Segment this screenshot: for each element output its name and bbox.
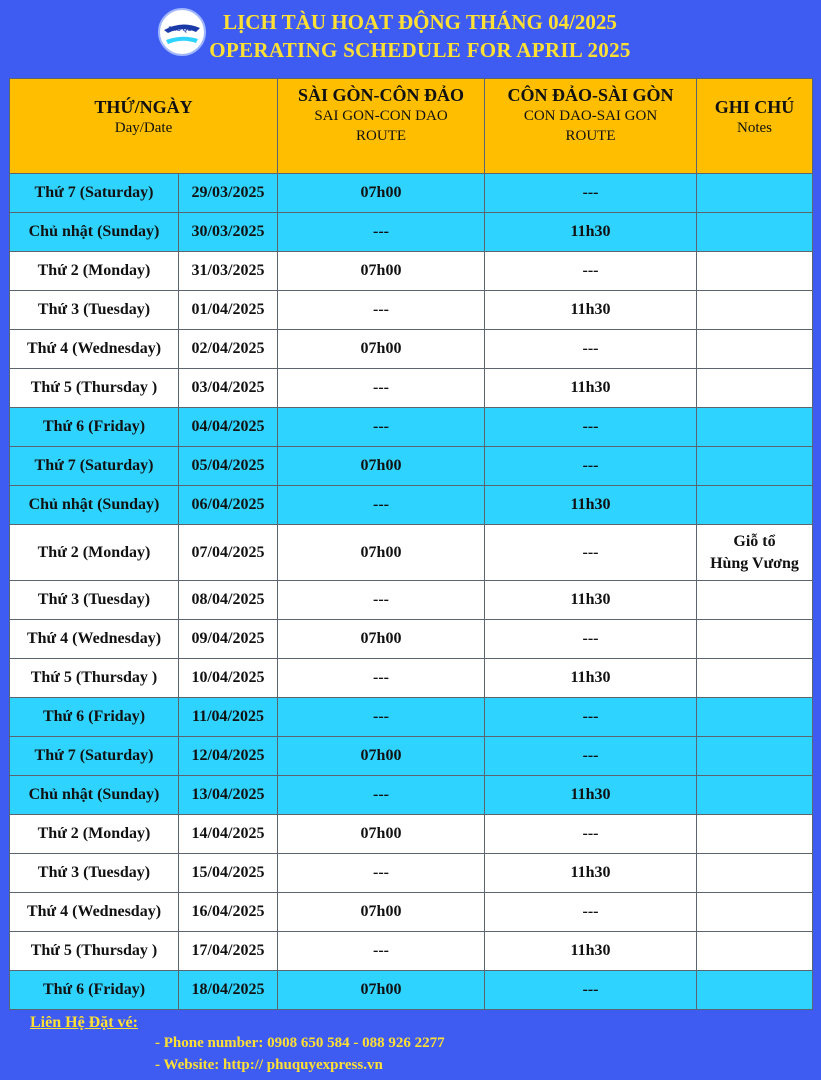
table-row: [10, 659, 813, 698]
header-cdsg-route: [485, 79, 697, 174]
table-row: [10, 698, 813, 737]
day-cell: Thứ 5 (Thursday ): [10, 932, 179, 971]
notes-cell: [697, 369, 813, 408]
sgcd-time-cell: 07h00: [278, 737, 485, 776]
page-header: [0, 0, 821, 78]
cdsg-time-cell: ---: [485, 737, 697, 776]
date-cell: 07/04/2025: [179, 525, 278, 581]
date-cell: 02/04/2025: [179, 330, 278, 369]
header-notes: [697, 79, 813, 174]
cdsg-time-cell: 11h30: [485, 932, 697, 971]
sgcd-time-cell: ---: [278, 776, 485, 815]
sgcd-time-cell: ---: [278, 581, 485, 620]
cdsg-time-cell: 11h30: [485, 776, 697, 815]
day-cell: Chủ nhật (Sunday): [10, 486, 179, 525]
notes-cell: [697, 408, 813, 447]
sgcd-time-cell: 07h00: [278, 525, 485, 581]
cdsg-time-cell: ---: [485, 815, 697, 854]
day-cell: Thứ 2 (Monday): [10, 252, 179, 291]
contact-phone: - Phone number: 0908 650 584 - 088 926 2277: [155, 1035, 445, 1051]
header-sgcd-label: SÀI GÒN-CÔN ĐẢO: [297, 85, 464, 105]
cdsg-time-cell: ---: [485, 525, 697, 581]
date-cell: 17/04/2025: [179, 932, 278, 971]
notes-cell: [697, 252, 813, 291]
date-cell: 16/04/2025: [179, 893, 278, 932]
header-day-sub: Day/Date: [114, 120, 173, 136]
table-row: [10, 330, 813, 369]
notes-cell: [697, 932, 813, 971]
header-cdsg-label: CÔN ĐẢO-SÀI GÒN: [507, 85, 674, 105]
notes-cell: [697, 737, 813, 776]
sgcd-time-cell: 07h00: [278, 815, 485, 854]
logo-text: PHU QUY: [168, 27, 196, 33]
cdsg-time-cell: ---: [485, 698, 697, 737]
sgcd-time-cell: ---: [278, 698, 485, 737]
notes-cell: [697, 330, 813, 369]
table-row: [10, 815, 813, 854]
table-row: [10, 854, 813, 893]
table-row: [10, 893, 813, 932]
notes-cell: [697, 581, 813, 620]
header-notes-sub: Notes: [737, 120, 772, 136]
header-day-label: THỨ/NGÀY: [94, 97, 193, 117]
day-cell: Chủ nhật (Sunday): [10, 213, 179, 252]
contact-section: [0, 1010, 821, 1080]
notes-cell: [697, 291, 813, 330]
table-row: [10, 447, 813, 486]
day-cell: Thứ 6 (Friday): [10, 698, 179, 737]
sgcd-time-cell: ---: [278, 408, 485, 447]
date-cell: 03/04/2025: [179, 369, 278, 408]
notes-cell: [697, 447, 813, 486]
sgcd-time-cell: 07h00: [278, 971, 485, 1010]
day-cell: Thứ 2 (Monday): [10, 815, 179, 854]
sgcd-time-cell: ---: [278, 932, 485, 971]
sgcd-time-cell: 07h00: [278, 252, 485, 291]
day-cell: Thứ 7 (Saturday): [10, 737, 179, 776]
title-vietnamese: LỊCH TÀU HOẠT ĐỘNG THÁNG 04/2025: [223, 10, 617, 34]
day-cell: Thứ 7 (Saturday): [10, 447, 179, 486]
header-day-date: [10, 79, 278, 174]
header-notes-label: GHI CHÚ: [714, 97, 795, 117]
cdsg-time-cell: 11h30: [485, 369, 697, 408]
notes-cell: [697, 486, 813, 525]
cdsg-time-cell: 11h30: [485, 291, 697, 330]
date-cell: 11/04/2025: [179, 698, 278, 737]
date-cell: 09/04/2025: [179, 620, 278, 659]
sgcd-time-cell: ---: [278, 369, 485, 408]
sgcd-time-cell: ---: [278, 213, 485, 252]
day-cell: Chủ nhật (Sunday): [10, 776, 179, 815]
header-sgcd-sub1: SAI GON-CON DAO: [314, 108, 448, 124]
day-cell: Thứ 3 (Tuesday): [10, 291, 179, 330]
sgcd-time-cell: ---: [278, 486, 485, 525]
cdsg-time-cell: ---: [485, 174, 697, 213]
sgcd-time-cell: 07h00: [278, 620, 485, 659]
day-cell: Thứ 5 (Thursday ): [10, 659, 179, 698]
date-cell: 15/04/2025: [179, 854, 278, 893]
date-cell: 18/04/2025: [179, 971, 278, 1010]
header-cdsg-sub1: CON DAO-SAI GON: [523, 108, 658, 124]
header-sgcd-sub2: ROUTE: [356, 128, 406, 144]
date-cell: 04/04/2025: [179, 408, 278, 447]
table-row: [10, 525, 813, 581]
table-row: [10, 581, 813, 620]
date-cell: 10/04/2025: [179, 659, 278, 698]
date-cell: 12/04/2025: [179, 737, 278, 776]
date-cell: 05/04/2025: [179, 447, 278, 486]
day-cell: Thứ 4 (Wednesday): [10, 620, 179, 659]
schedule-table: [9, 78, 813, 1010]
cdsg-time-cell: ---: [485, 893, 697, 932]
contact-website[interactable]: - Website: http:// phuquyexpress.vn: [155, 1057, 383, 1073]
notes-cell: [697, 698, 813, 737]
cdsg-time-cell: ---: [485, 408, 697, 447]
day-cell: Thứ 2 (Monday): [10, 525, 179, 581]
notes-cell: [697, 854, 813, 893]
day-cell: Thứ 4 (Wednesday): [10, 330, 179, 369]
table-row: [10, 252, 813, 291]
notes-cell: [697, 815, 813, 854]
table-row: [10, 486, 813, 525]
date-cell: 31/03/2025: [179, 252, 278, 291]
day-cell: Thứ 4 (Wednesday): [10, 893, 179, 932]
cdsg-time-cell: ---: [485, 971, 697, 1010]
cdsg-time-cell: 11h30: [485, 213, 697, 252]
cdsg-time-cell: 11h30: [485, 486, 697, 525]
table-row: [10, 291, 813, 330]
notes-cell: [697, 174, 813, 213]
table-row: [10, 971, 813, 1010]
notes-cell: [697, 893, 813, 932]
cdsg-time-cell: 11h30: [485, 659, 697, 698]
date-cell: 08/04/2025: [179, 581, 278, 620]
sgcd-time-cell: 07h00: [278, 174, 485, 213]
day-cell: Thứ 6 (Friday): [10, 408, 179, 447]
notes-cell: [697, 620, 813, 659]
note-line: Hùng Vương: [710, 554, 799, 572]
cdsg-time-cell: ---: [485, 620, 697, 659]
day-cell: Thứ 6 (Friday): [10, 971, 179, 1010]
date-cell: 30/03/2025: [179, 213, 278, 252]
day-cell: Thứ 3 (Tuesday): [10, 854, 179, 893]
day-cell: Thứ 7 (Saturday): [10, 174, 179, 213]
sgcd-time-cell: 07h00: [278, 447, 485, 486]
cdsg-time-cell: 11h30: [485, 854, 697, 893]
notes-cell: [697, 659, 813, 698]
date-cell: 29/03/2025: [179, 174, 278, 213]
notes-cell: [697, 971, 813, 1010]
sgcd-time-cell: ---: [278, 659, 485, 698]
day-cell: Thứ 5 (Thursday ): [10, 369, 179, 408]
notes-cell: [697, 525, 813, 581]
cdsg-time-cell: ---: [485, 330, 697, 369]
table-row: [10, 408, 813, 447]
cdsg-time-cell: ---: [485, 447, 697, 486]
title-english: OPERATING SCHEDULE FOR APRIL 2025: [209, 38, 631, 62]
notes-cell: [697, 213, 813, 252]
table-header-row: [10, 79, 813, 174]
date-cell: 06/04/2025: [179, 486, 278, 525]
sgcd-time-cell: ---: [278, 854, 485, 893]
table-row: [10, 620, 813, 659]
sgcd-time-cell: 07h00: [278, 330, 485, 369]
table-row: [10, 776, 813, 815]
table-row: [10, 174, 813, 213]
table-row: [10, 213, 813, 252]
day-cell: Thứ 3 (Tuesday): [10, 581, 179, 620]
date-cell: 01/04/2025: [179, 291, 278, 330]
header-cdsg-sub2: ROUTE: [565, 128, 616, 144]
date-cell: 14/04/2025: [179, 815, 278, 854]
date-cell: 13/04/2025: [179, 776, 278, 815]
table-row: [10, 369, 813, 408]
sgcd-time-cell: ---: [278, 291, 485, 330]
contact-label: Liên Hệ Đặt vé:: [30, 1014, 138, 1031]
cdsg-time-cell: 11h30: [485, 581, 697, 620]
table-row: [10, 737, 813, 776]
cdsg-time-cell: ---: [485, 252, 697, 291]
sgcd-time-cell: 07h00: [278, 893, 485, 932]
notes-cell: [697, 776, 813, 815]
note-line: Giỗ tổ: [733, 532, 776, 550]
table-row: [10, 932, 813, 971]
header-sgcd-route: [278, 79, 485, 174]
